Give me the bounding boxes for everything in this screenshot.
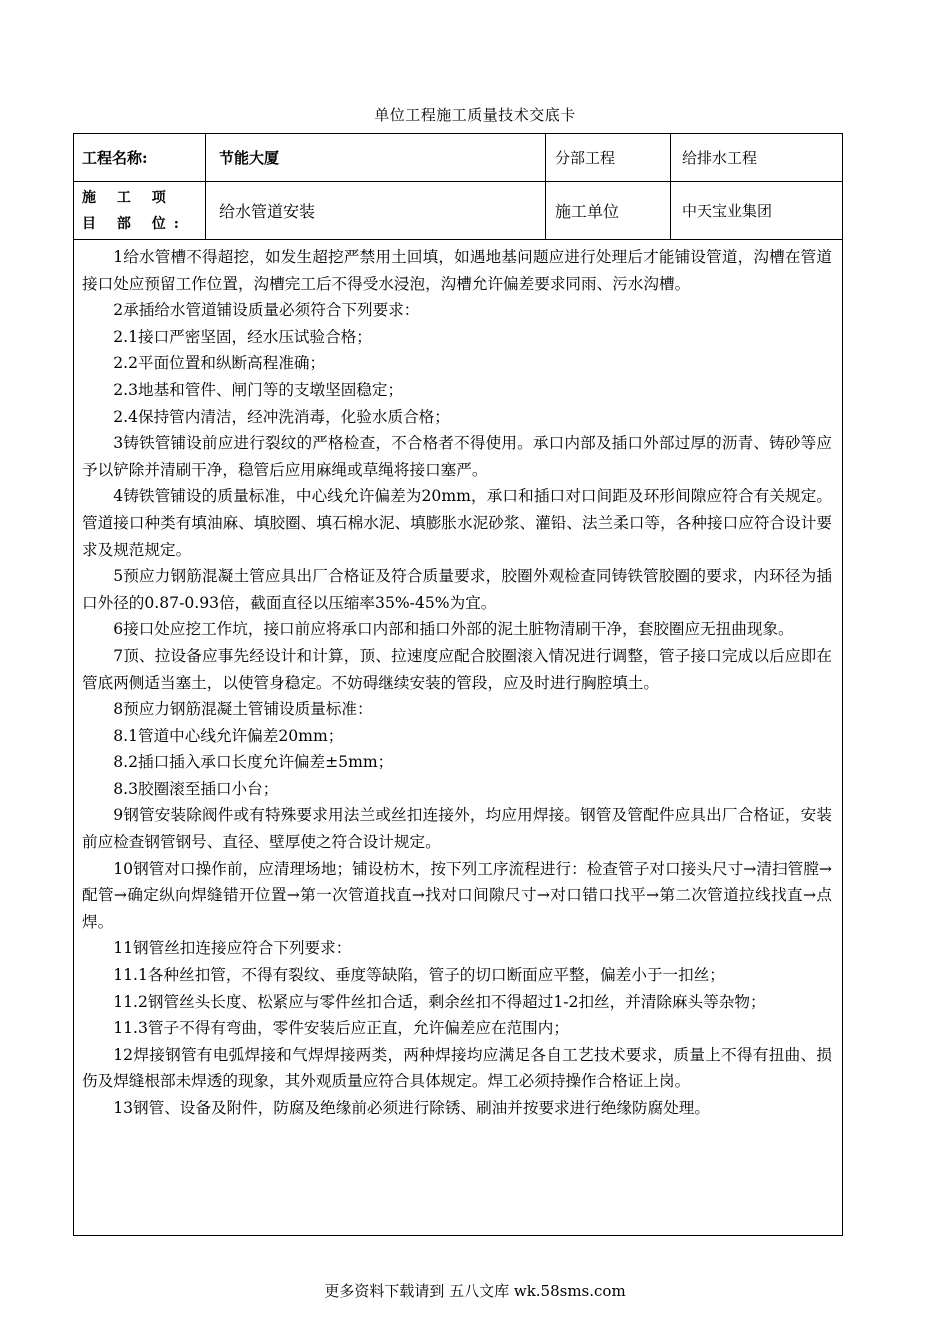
item-label: 施 工 项 目 部 位: <box>74 182 206 239</box>
header-row-project <box>74 134 842 182</box>
document-title: 单位工程施工质量技术交底卡 <box>374 106 576 124</box>
footer-note: 更多资料下载请到 五八文库 wk.58sms.com <box>324 1282 626 1300</box>
body-paragraph: 7顶、拉设备应事先经设计和计算，顶、拉速度应配合胶圈滚入情况进行调整，管子接口完成以后应即在管底两侧适当塞土，以使管身稳定。不妨碍继续安装的管段，应及时进行胸腔填土。 <box>82 646 832 692</box>
body-paragraph: 9钢管安装除阀件或有特殊要求用法兰或丝扣连接外，均应用焊接。钢管及管配件应具出厂合格证，安装前应检查钢管钢号、直径、壁厚使之符合设计规定。 <box>82 806 832 852</box>
body-paragraph: 10钢管对口操作前，应清理场地；铺设枋木，按下列工序流程进行：检查管子对口接头尺寸→清扫管膛→配管→确定纵向焊缝错开位置→第一次管道找直→找对口间隙尺寸→对口错口找平→第二次管道拉线找直→点焊。 <box>82 859 832 931</box>
body-paragraph: 3铸铁管铺设前应进行裂纹的严格检查，不合格者不得使用。承口内部及插口外部过厚的沥青、铸砂等应予以铲除并清刷干净，稳管后应用麻绳或草绳将接口塞严。 <box>82 434 832 479</box>
body-paragraph: 8.2插口插入承口长度允许偏差±5mm； <box>113 753 394 772</box>
body-paragraph: 13钢管、设备及附件，防腐及绝缘前必须进行除锈、刷油并按要求进行绝缘防腐处理。 <box>113 1099 710 1117</box>
subproject-label: 分部工程 <box>546 134 671 181</box>
project-name-value: 节能大厦 <box>206 134 546 181</box>
body-paragraph: 5预应力钢筋混凝土管应具出厂合格证及符合质量要求，胶圈外观检查同铸铁管胶圈的要求，内环径为插口外径的0.87-0.93倍，截面直径以压缩率35%-45%为宜。 <box>82 567 832 612</box>
body-paragraph: 8.1管道中心线允许偏差20mm； <box>113 726 344 745</box>
disclosure-card <box>73 133 843 1236</box>
disclosure-body <box>74 240 842 1122</box>
body-paragraph: 6接口处应挖工作坑，接口前应将承口内部和插口外部的泥土脏物清刷干净，套胶圈应无扭曲现象。 <box>113 620 794 639</box>
body-paragraph: 2承插给水管道铺设质量必须符合下列要求： <box>113 301 420 320</box>
body-paragraph: 11.2钢管丝头长度、松紧应与零件丝扣合适，剩余丝扣不得超过1-2扣丝，并清除麻头等杂物； <box>113 992 766 1011</box>
body-paragraph: 4铸铁管铺设的质量标准，中心线允许偏差为20mm，承口和插口对口间距及环形间隙应符合有关规定。管道接口种类有填油麻、填胶圈、填石棉水泥、填膨胀水泥砂浆、灌铅、法兰柔口等，各种接口应符合设计要求及规范规定。 <box>82 487 832 559</box>
body-paragraph: 2.1接口严密坚固，经水压试验合格； <box>113 327 372 346</box>
body-paragraph: 12焊接钢管有电弧焊接和气焊焊接两类，两种焊接均应满足各自工艺技术要求，质量上不得有扭曲、损伤及焊缝根部未焊透的现象，其外观质量应符合具体规定。焊工必须持操作合格证上岗。 <box>82 1045 832 1091</box>
body-paragraph: 2.2平面位置和纵断高程准确； <box>113 354 326 373</box>
item-value: 给水管道安装 <box>206 182 546 239</box>
body-paragraph: 1给水管槽不得超挖，如发生超挖严禁用土回填，如遇地基问题应进行处理后才能铺设管道，沟槽在管道接口处应预留工作位置，沟槽完工后不得受水浸泡，沟槽允许偏差要求同雨、污水沟槽。 <box>82 248 832 293</box>
project-name-label: 工程名称: <box>74 134 206 181</box>
body-paragraph: 11钢管丝扣连接应符合下列要求： <box>113 939 352 958</box>
body-paragraph: 2.3地基和管件、闸门等的支墩坚固稳定； <box>113 380 404 399</box>
unit-value: 中天宝业集团 <box>682 202 773 220</box>
body-paragraph: 2.4保持管内清洁，经冲洗消毒，化验水质合格； <box>113 407 450 426</box>
body-paragraph: 11.3管子不得有弯曲，零件安装后应正直，允许偏差应在范围内； <box>113 1019 569 1038</box>
unit-label: 施工单位 <box>546 182 671 239</box>
body-paragraph: 11.1各种丝扣管，不得有裂纹、垂度等缺陷，管子的切口断面应平整，偏差小于一扣丝； <box>113 966 725 985</box>
body-paragraph: 8.3胶圈滚至插口小台； <box>113 779 279 798</box>
body-paragraph: 8预应力钢筋混凝土管铺设质量标准： <box>113 700 373 719</box>
subproject-value: 给排水工程 <box>682 149 758 167</box>
header-row-item <box>74 182 842 240</box>
